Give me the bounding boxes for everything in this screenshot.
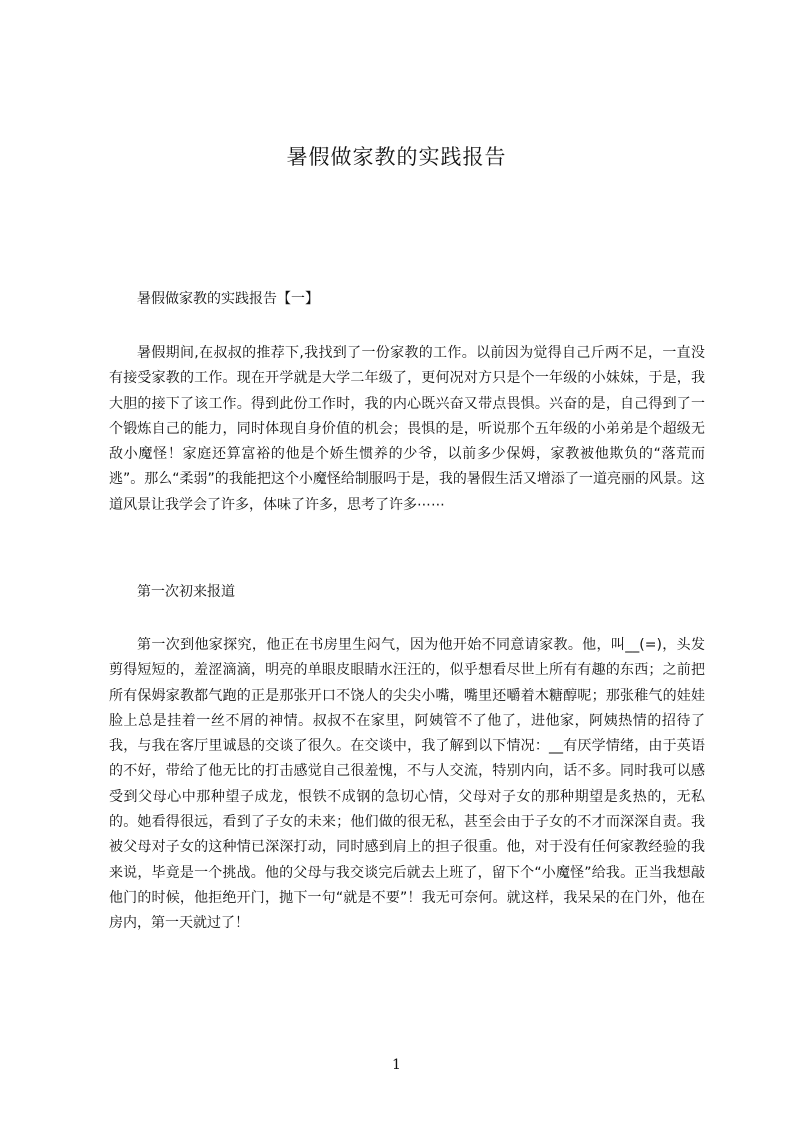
page-number: 1 xyxy=(392,1057,401,1073)
paragraph-first-visit: 第一次到他家探究，他正在书房里生闷气，因为他开始不同意请家教。他，叫__(=)，头发剪得短短的，羞涩滴滴，明亮的单眼皮眼睛水汪汪的，似乎想看尽世上所有有趣的东西；之前把所有保姆家教都气跑的正是那张开口不饶人的尖尖小嘴，嘴里还嚼着木糖醇呢；那张稚气的娃娃脸上总是挂着一丝不屑的神情。叔叔不在家里，阿姨管不了他了，进他家，阿姨热情的招待了我，与我在客厅里诚恳的交谈了很久。在交谈中，我了解到以下情况：__有厌学情绪，由于英语的不好，带给了他无比的打击感觉自己很羞愧，不与人交流，特别内向，话不多。同时我可以感受到父母心中那种望子成龙，恨铁不成钢的急切心情，父母对子女的那种期望是炙热的，无私的。她看得很远，看到了子女的未来；他们做的很无私，甚至会由于子女的不才而深深自责。我被父母对子女的这种情已深深打动，同时感到肩上的担子很重。他，对于没有任何家教经验的我来说，毕竟是一个挑战。他的父母与我交谈完后就去上班了，留下个“小魔怪”给我。正当我想敲他门的时候，他拒绝开门，抛下一句“就是不要”！我无可奈何。就这样，我呆呆的在门外，他在房内，第一天就过了！ xyxy=(109,637,705,932)
section-heading: 第一次初来报道 xyxy=(137,584,235,600)
report-subheading: 暑假做家教的实践报告【一】 xyxy=(137,291,319,307)
document-title: 暑假做家教的实践报告 xyxy=(286,145,507,169)
paragraph-intro: 暑假期间,在叔叔的推荐下,我找到了一份家教的工作。以前因为觉得自己斤两不足，一直没有接受家教的工作。现在开学就是大学二年级了，更何况对方只是个一年级的小妹妹，于是，我大胆的接下了该工作。得到此份工作时，我的内心既兴奋又带点畏惧。兴奋的是，自己得到了一个锻炼自己的能力，同时体现自身价值的机会；畏惧的是，听说那个五年级的小弟弟是个超级无敌小魔怪！家庭还算富裕的他是个娇生惯养的少爷，以前多少保姆，家教被他欺负的“落荒而逃”。那么“柔弱”的我能把这个小魔怪给制服吗于是，我的暑假生活又增添了一道亮丽的风景。这道风景让我学会了许多，体味了许多，思考了许多⋯⋯ xyxy=(109,345,705,513)
